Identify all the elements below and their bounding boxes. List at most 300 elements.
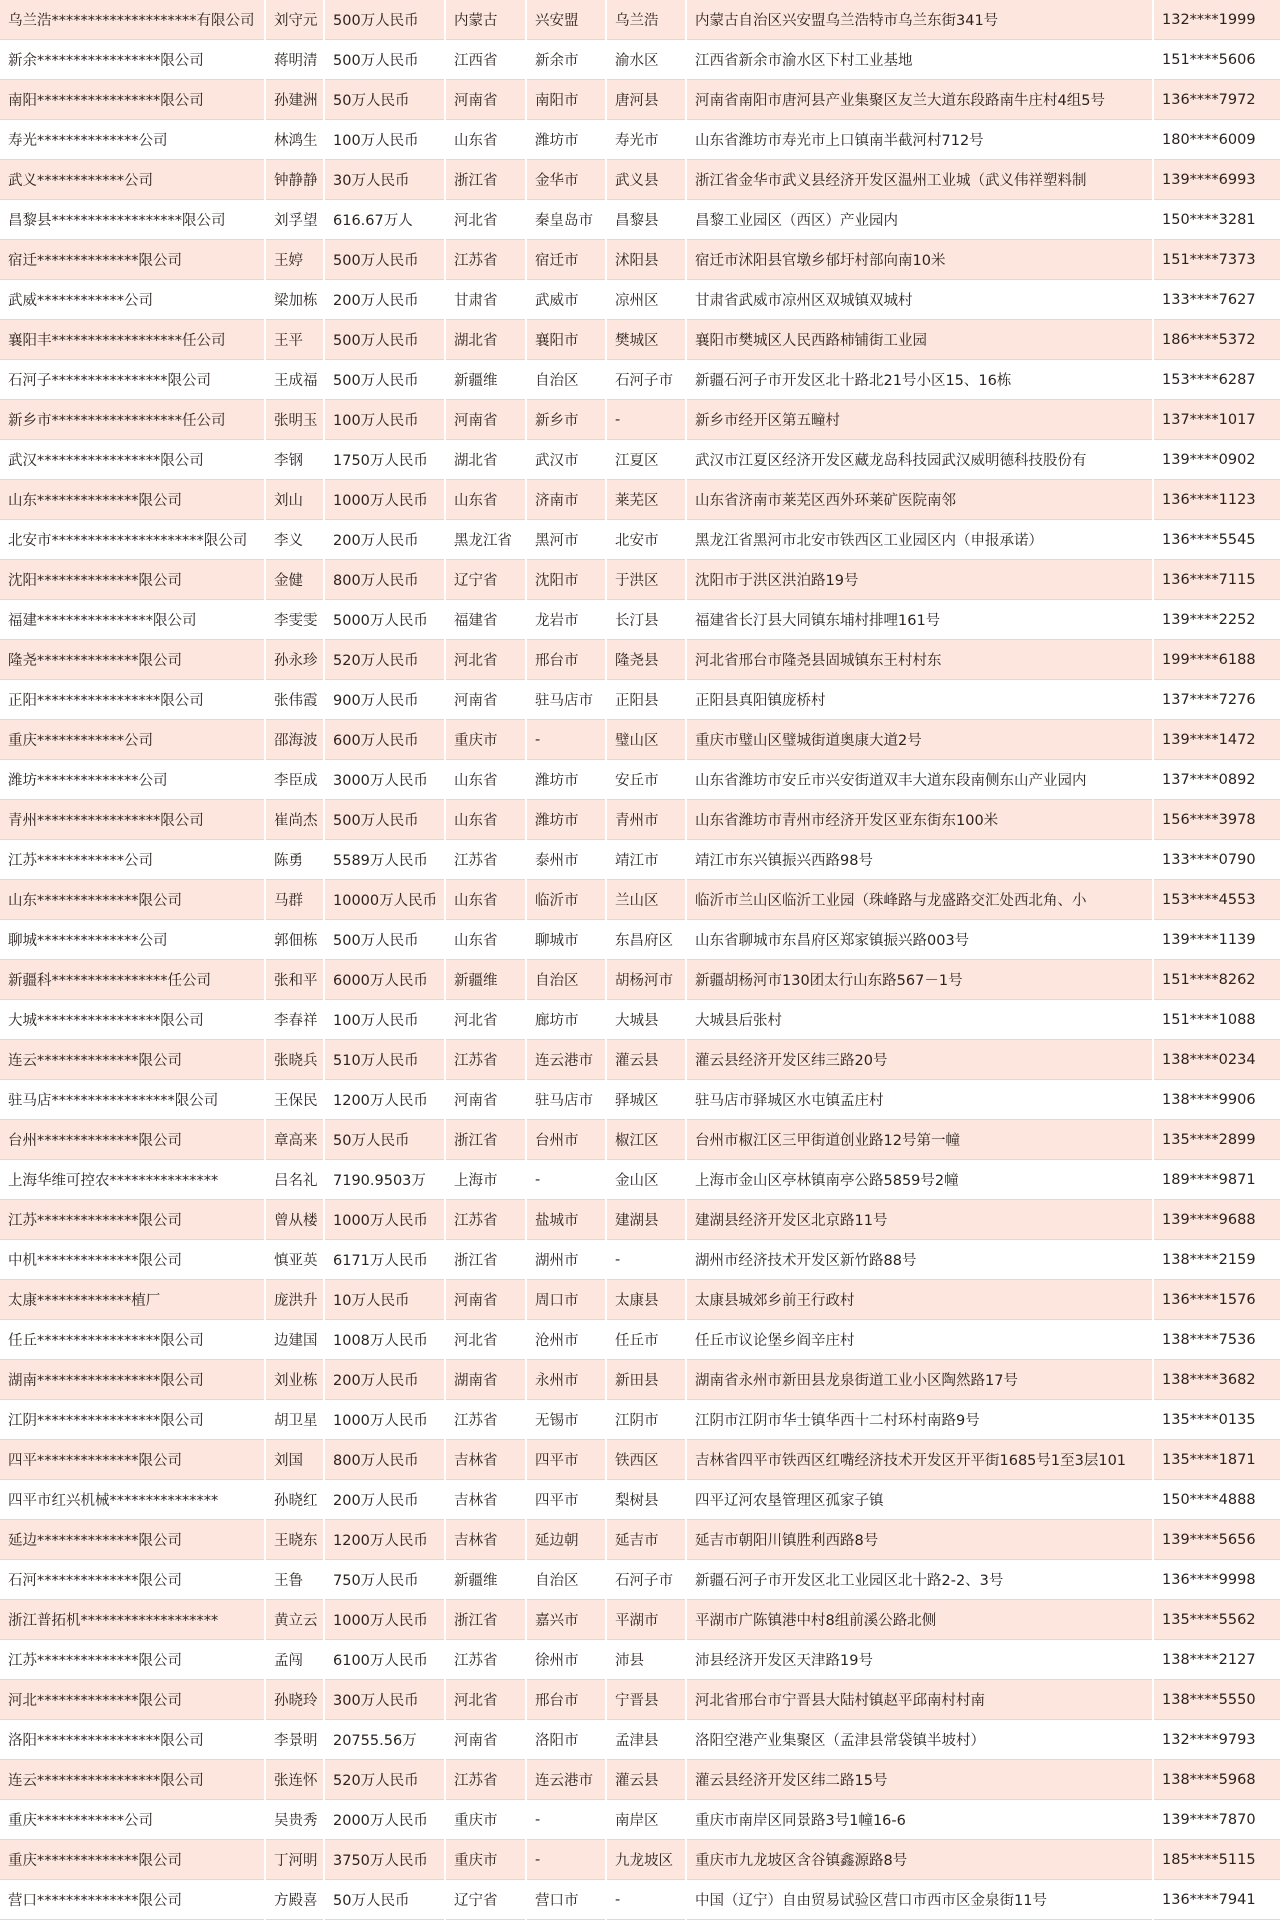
city-cell: 连云港市 xyxy=(526,1040,606,1080)
address-cell: 任丘市议论堡乡阎辛庄村 xyxy=(686,1320,1153,1360)
legal-person-cell: 崔尚杰 xyxy=(265,800,324,840)
registered-capital-cell: 7190.9503万 xyxy=(324,1160,445,1200)
province-cell: 山东省 xyxy=(445,920,526,960)
district-cell: 石河子市 xyxy=(606,360,686,400)
registered-capital-cell: 300万人民币 xyxy=(324,1680,445,1720)
registered-capital-cell: 100万人民币 xyxy=(324,1000,445,1040)
address-cell: 昌黎工业园区（西区）产业园内 xyxy=(686,200,1153,240)
district-cell: 江夏区 xyxy=(606,440,686,480)
registered-capital-cell: 1000万人民币 xyxy=(324,1600,445,1640)
table-row xyxy=(0,440,1280,480)
district-cell: 武义县 xyxy=(606,160,686,200)
province-cell: 吉林省 xyxy=(445,1480,526,1520)
registered-capital-cell: 10000万人民币 xyxy=(324,880,445,920)
company-name-cell: 山东**************限公司 xyxy=(0,480,265,520)
district-cell: 梨树县 xyxy=(606,1480,686,1520)
company-name-cell: 上海华维可控农*************** xyxy=(0,1160,265,1200)
province-cell: 山东省 xyxy=(445,800,526,840)
district-cell: 大城县 xyxy=(606,1000,686,1040)
address-cell: 靖江市东兴镇振兴西路98号 xyxy=(686,840,1153,880)
province-cell: 河北省 xyxy=(445,200,526,240)
phone-cell: 180****6009 xyxy=(1153,120,1280,160)
district-cell: 沛县 xyxy=(606,1640,686,1680)
province-cell: 河南省 xyxy=(445,1280,526,1320)
province-cell: 山东省 xyxy=(445,760,526,800)
phone-cell: 138****9906 xyxy=(1153,1080,1280,1120)
company-name-cell: 洛阳*****************限公司 xyxy=(0,1720,265,1760)
address-cell: 山东省济南市莱芜区西外环莱矿医院南邻 xyxy=(686,480,1153,520)
registered-capital-cell: 20755.56万 xyxy=(324,1720,445,1760)
registered-capital-cell: 520万人民币 xyxy=(324,1760,445,1800)
registered-capital-cell: 200万人民币 xyxy=(324,1480,445,1520)
city-cell: 永州市 xyxy=(526,1360,606,1400)
company-name-cell: 青州*****************限公司 xyxy=(0,800,265,840)
address-cell: 吉林省四平市铁西区红嘴经济技术开发区开平街1685号1至3层101 xyxy=(686,1440,1153,1480)
table-row xyxy=(0,1560,1280,1600)
legal-person-cell: 王保民 xyxy=(265,1080,324,1120)
table-row xyxy=(0,480,1280,520)
district-cell: 东昌府区 xyxy=(606,920,686,960)
company-name-cell: 聊城**************公司 xyxy=(0,920,265,960)
phone-cell: 135****2899 xyxy=(1153,1120,1280,1160)
province-cell: 浙江省 xyxy=(445,1120,526,1160)
table-row xyxy=(0,680,1280,720)
district-cell: 铁西区 xyxy=(606,1440,686,1480)
registered-capital-cell: 50万人民币 xyxy=(324,80,445,120)
phone-cell: 138****7536 xyxy=(1153,1320,1280,1360)
district-cell: 长汀县 xyxy=(606,600,686,640)
phone-cell: 153****6287 xyxy=(1153,360,1280,400)
registered-capital-cell: 800万人民币 xyxy=(324,560,445,600)
phone-cell: 138****0234 xyxy=(1153,1040,1280,1080)
company-name-cell: 宿迁**************限公司 xyxy=(0,240,265,280)
company-name-cell: 营口**************限公司 xyxy=(0,1880,265,1920)
city-cell: 武汉市 xyxy=(526,440,606,480)
legal-person-cell: 李义 xyxy=(265,520,324,560)
district-cell: 青州市 xyxy=(606,800,686,840)
district-cell: 灌云县 xyxy=(606,1040,686,1080)
district-cell: 寿光市 xyxy=(606,120,686,160)
legal-person-cell: 边建国 xyxy=(265,1320,324,1360)
city-cell: 秦皇岛市 xyxy=(526,200,606,240)
legal-person-cell: 张明玉 xyxy=(265,400,324,440)
city-cell: 金华市 xyxy=(526,160,606,200)
address-cell: 山东省潍坊市安丘市兴安街道双丰大道东段南侧东山产业园内 xyxy=(686,760,1153,800)
legal-person-cell: 张晓兵 xyxy=(265,1040,324,1080)
district-cell: 石河子市 xyxy=(606,1560,686,1600)
table-row xyxy=(0,1800,1280,1840)
table-row xyxy=(0,320,1280,360)
address-cell: 建湖县经济开发区北京路11号 xyxy=(686,1200,1153,1240)
phone-cell: 139****5656 xyxy=(1153,1520,1280,1560)
province-cell: 河南省 xyxy=(445,80,526,120)
district-cell: 樊城区 xyxy=(606,320,686,360)
city-cell: - xyxy=(526,720,606,760)
address-cell: 新疆石河子市开发区北工业园区北十路2-2、3号 xyxy=(686,1560,1153,1600)
phone-cell: 151****7373 xyxy=(1153,240,1280,280)
company-name-cell: 石河**************限公司 xyxy=(0,1560,265,1600)
city-cell: 驻马店市 xyxy=(526,1080,606,1120)
registered-capital-cell: 2000万人民币 xyxy=(324,1800,445,1840)
district-cell: 正阳县 xyxy=(606,680,686,720)
legal-person-cell: 王晓东 xyxy=(265,1520,324,1560)
province-cell: 湖南省 xyxy=(445,1360,526,1400)
city-cell: 四平市 xyxy=(526,1440,606,1480)
address-cell: 山东省潍坊市寿光市上口镇南半截河村712号 xyxy=(686,120,1153,160)
table-row xyxy=(0,240,1280,280)
province-cell: 甘肃省 xyxy=(445,280,526,320)
table-row xyxy=(0,1600,1280,1640)
table-row xyxy=(0,1200,1280,1240)
table-row xyxy=(0,920,1280,960)
province-cell: 辽宁省 xyxy=(445,560,526,600)
registered-capital-cell: 750万人民币 xyxy=(324,1560,445,1600)
table-row xyxy=(0,1760,1280,1800)
address-cell: 四平辽河农垦管理区孤家子镇 xyxy=(686,1480,1153,1520)
phone-cell: 151****5606 xyxy=(1153,40,1280,80)
province-cell: 河北省 xyxy=(445,640,526,680)
district-cell: 椒江区 xyxy=(606,1120,686,1160)
phone-cell: 139****0902 xyxy=(1153,440,1280,480)
company-name-cell: 武义************公司 xyxy=(0,160,265,200)
city-cell: 自治区 xyxy=(526,960,606,1000)
company-name-cell: 大城*****************限公司 xyxy=(0,1000,265,1040)
table-row xyxy=(0,720,1280,760)
district-cell: 凉州区 xyxy=(606,280,686,320)
registered-capital-cell: 200万人民币 xyxy=(324,1360,445,1400)
registered-capital-cell: 5000万人民币 xyxy=(324,600,445,640)
city-cell: 廊坊市 xyxy=(526,1000,606,1040)
address-cell: 新疆胡杨河市130团太行山东路567－1号 xyxy=(686,960,1153,1000)
registered-capital-cell: 200万人民币 xyxy=(324,280,445,320)
province-cell: 上海市 xyxy=(445,1160,526,1200)
province-cell: 河北省 xyxy=(445,1320,526,1360)
registered-capital-cell: 30万人民币 xyxy=(324,160,445,200)
legal-person-cell: 马群 xyxy=(265,880,324,920)
city-cell: 驻马店市 xyxy=(526,680,606,720)
province-cell: 湖北省 xyxy=(445,440,526,480)
table-row xyxy=(0,1640,1280,1680)
city-cell: 无锡市 xyxy=(526,1400,606,1440)
address-cell: 临沂市兰山区临沂工业园（珠峰路与龙盛路交汇处西北角、小 xyxy=(686,880,1153,920)
address-cell: 正阳县真阳镇庞桥村 xyxy=(686,680,1153,720)
address-cell: 甘肃省武威市凉州区双城镇双城村 xyxy=(686,280,1153,320)
province-cell: 浙江省 xyxy=(445,1600,526,1640)
phone-cell: 132****1999 xyxy=(1153,0,1280,40)
province-cell: 江西省 xyxy=(445,40,526,80)
phone-cell: 138****2159 xyxy=(1153,1240,1280,1280)
city-cell: 南阳市 xyxy=(526,80,606,120)
city-cell: 宿迁市 xyxy=(526,240,606,280)
table-row xyxy=(0,880,1280,920)
address-cell: 新乡市经开区第五疃村 xyxy=(686,400,1153,440)
district-cell: 兰山区 xyxy=(606,880,686,920)
legal-person-cell: 李臣成 xyxy=(265,760,324,800)
legal-person-cell: 刘山 xyxy=(265,480,324,520)
address-cell: 重庆市南岸区同景路3号1幢16-6 xyxy=(686,1800,1153,1840)
district-cell: 江阴市 xyxy=(606,1400,686,1440)
city-cell: 潍坊市 xyxy=(526,760,606,800)
table-row xyxy=(0,760,1280,800)
province-cell: 山东省 xyxy=(445,480,526,520)
table-row xyxy=(0,1480,1280,1520)
table-row xyxy=(0,400,1280,440)
phone-cell: 150****4888 xyxy=(1153,1480,1280,1520)
district-cell: 昌黎县 xyxy=(606,200,686,240)
phone-cell: 139****6993 xyxy=(1153,160,1280,200)
company-name-cell: 新疆科****************任公司 xyxy=(0,960,265,1000)
phone-cell: 156****3978 xyxy=(1153,800,1280,840)
company-name-cell: 新乡市******************任公司 xyxy=(0,400,265,440)
legal-person-cell: 慎亚英 xyxy=(265,1240,324,1280)
city-cell: 徐州市 xyxy=(526,1640,606,1680)
registered-capital-cell: 3000万人民币 xyxy=(324,760,445,800)
district-cell: 安丘市 xyxy=(606,760,686,800)
legal-person-cell: 金健 xyxy=(265,560,324,600)
company-name-cell: 昌黎县******************限公司 xyxy=(0,200,265,240)
registered-capital-cell: 6000万人民币 xyxy=(324,960,445,1000)
phone-cell: 135****5562 xyxy=(1153,1600,1280,1640)
district-cell: 太康县 xyxy=(606,1280,686,1320)
address-cell: 重庆市璧山区璧城街道奥康大道2号 xyxy=(686,720,1153,760)
district-cell: 渝水区 xyxy=(606,40,686,80)
phone-cell: 138****5550 xyxy=(1153,1680,1280,1720)
address-cell: 大城县后张村 xyxy=(686,1000,1153,1040)
table-row xyxy=(0,1880,1280,1920)
table-row xyxy=(0,1720,1280,1760)
city-cell: 潍坊市 xyxy=(526,800,606,840)
address-cell: 沛县经济开发区天津路19号 xyxy=(686,1640,1153,1680)
legal-person-cell: 黄立云 xyxy=(265,1600,324,1640)
registered-capital-cell: 520万人民币 xyxy=(324,640,445,680)
company-name-cell: 武威************公司 xyxy=(0,280,265,320)
address-cell: 湖南省永州市新田县龙泉街道工业小区陶然路17号 xyxy=(686,1360,1153,1400)
province-cell: 河南省 xyxy=(445,1080,526,1120)
table-row xyxy=(0,1360,1280,1400)
district-cell: 莱芜区 xyxy=(606,480,686,520)
city-cell: - xyxy=(526,1840,606,1880)
company-name-cell: 山东**************限公司 xyxy=(0,880,265,920)
city-cell: 邢台市 xyxy=(526,1680,606,1720)
province-cell: 重庆市 xyxy=(445,720,526,760)
city-cell: 潍坊市 xyxy=(526,120,606,160)
table-row xyxy=(0,200,1280,240)
company-name-cell: 连云*****************限公司 xyxy=(0,1760,265,1800)
province-cell: 山东省 xyxy=(445,120,526,160)
province-cell: 河北省 xyxy=(445,1680,526,1720)
phone-cell: 151****8262 xyxy=(1153,960,1280,1000)
legal-person-cell: 刘业栋 xyxy=(265,1360,324,1400)
province-cell: 江苏省 xyxy=(445,840,526,880)
legal-person-cell: 孙永珍 xyxy=(265,640,324,680)
province-cell: 重庆市 xyxy=(445,1800,526,1840)
phone-cell: 139****1139 xyxy=(1153,920,1280,960)
address-cell: 江阴市江阴市华士镇华西十二村环村南路9号 xyxy=(686,1400,1153,1440)
legal-person-cell: 刘孚望 xyxy=(265,200,324,240)
phone-cell: 186****5372 xyxy=(1153,320,1280,360)
table-row xyxy=(0,800,1280,840)
company-name-cell: 石河子****************限公司 xyxy=(0,360,265,400)
address-cell: 上海市金山区亭林镇南亭公路5859号2幢 xyxy=(686,1160,1153,1200)
city-cell: 连云港市 xyxy=(526,1760,606,1800)
phone-cell: 132****9793 xyxy=(1153,1720,1280,1760)
city-cell: 四平市 xyxy=(526,1480,606,1520)
company-name-cell: 福建****************限公司 xyxy=(0,600,265,640)
legal-person-cell: 张和平 xyxy=(265,960,324,1000)
company-name-cell: 四平市红兴机械*************** xyxy=(0,1480,265,1520)
province-cell: 江苏省 xyxy=(445,1040,526,1080)
legal-person-cell: 章高来 xyxy=(265,1120,324,1160)
province-cell: 江苏省 xyxy=(445,1760,526,1800)
legal-person-cell: 王平 xyxy=(265,320,324,360)
table-row xyxy=(0,840,1280,880)
company-name-cell: 重庆**************限公司 xyxy=(0,1840,265,1880)
address-cell: 沈阳市于洪区洪泊路19号 xyxy=(686,560,1153,600)
city-cell: 沈阳市 xyxy=(526,560,606,600)
company-name-cell: 驻马店*****************限公司 xyxy=(0,1080,265,1120)
phone-cell: 139****1472 xyxy=(1153,720,1280,760)
legal-person-cell: 林鸿生 xyxy=(265,120,324,160)
company-name-cell: 乌兰浩********************有限公司 xyxy=(0,0,265,40)
table-row xyxy=(0,1120,1280,1160)
table-row xyxy=(0,1280,1280,1320)
legal-person-cell: 陈勇 xyxy=(265,840,324,880)
district-cell: 驿城区 xyxy=(606,1080,686,1120)
table-row xyxy=(0,1440,1280,1480)
province-cell: 河南省 xyxy=(445,400,526,440)
registered-capital-cell: 500万人民币 xyxy=(324,240,445,280)
city-cell: 湖州市 xyxy=(526,1240,606,1280)
province-cell: 内蒙古 xyxy=(445,0,526,40)
address-cell: 驻马店市驿城区水屯镇孟庄村 xyxy=(686,1080,1153,1120)
legal-person-cell: 郭佃栋 xyxy=(265,920,324,960)
company-name-cell: 江阴*****************限公司 xyxy=(0,1400,265,1440)
city-cell: 泰州市 xyxy=(526,840,606,880)
district-cell: 延吉市 xyxy=(606,1520,686,1560)
city-cell: 邢台市 xyxy=(526,640,606,680)
province-cell: 江苏省 xyxy=(445,1200,526,1240)
company-name-cell: 延边**************限公司 xyxy=(0,1520,265,1560)
company-name-cell: 武汉*****************限公司 xyxy=(0,440,265,480)
address-cell: 江西省新余市渝水区下村工业基地 xyxy=(686,40,1153,80)
district-cell: 平湖市 xyxy=(606,1600,686,1640)
city-cell: 兴安盟 xyxy=(526,0,606,40)
phone-cell: 137****7276 xyxy=(1153,680,1280,720)
province-cell: 江苏省 xyxy=(445,1400,526,1440)
registered-capital-cell: 6100万人民币 xyxy=(324,1640,445,1680)
legal-person-cell: 蒋明清 xyxy=(265,40,324,80)
city-cell: 嘉兴市 xyxy=(526,1600,606,1640)
address-cell: 河南省南阳市唐河县产业集聚区友兰大道东段路南牛庄村4组5号 xyxy=(686,80,1153,120)
registered-capital-cell: 1200万人民币 xyxy=(324,1080,445,1120)
city-cell: 龙岩市 xyxy=(526,600,606,640)
phone-cell: 136****7972 xyxy=(1153,80,1280,120)
legal-person-cell: 梁加栋 xyxy=(265,280,324,320)
district-cell: 胡杨河市 xyxy=(606,960,686,1000)
company-name-cell: 中机**************限公司 xyxy=(0,1240,265,1280)
address-cell: 宿迁市沭阳县官墩乡郁圩村部向南10米 xyxy=(686,240,1153,280)
phone-cell: 136****1576 xyxy=(1153,1280,1280,1320)
company-name-cell: 重庆************公司 xyxy=(0,1800,265,1840)
city-cell: 延边朝 xyxy=(526,1520,606,1560)
company-name-cell: 江苏**************限公司 xyxy=(0,1200,265,1240)
district-cell: 北安市 xyxy=(606,520,686,560)
province-cell: 浙江省 xyxy=(445,160,526,200)
table-row xyxy=(0,1040,1280,1080)
city-cell: 洛阳市 xyxy=(526,1720,606,1760)
legal-person-cell: 方殿喜 xyxy=(265,1880,324,1920)
phone-cell: 138****2127 xyxy=(1153,1640,1280,1680)
province-cell: 吉林省 xyxy=(445,1440,526,1480)
table-row xyxy=(0,640,1280,680)
phone-cell: 136****9998 xyxy=(1153,1560,1280,1600)
city-cell: - xyxy=(526,1160,606,1200)
company-name-cell: 沈阳**************限公司 xyxy=(0,560,265,600)
company-name-cell: 襄阳丰******************任公司 xyxy=(0,320,265,360)
registered-capital-cell: 1200万人民币 xyxy=(324,1520,445,1560)
registered-capital-cell: 50万人民币 xyxy=(324,1880,445,1920)
registered-capital-cell: 1000万人民币 xyxy=(324,480,445,520)
registered-capital-cell: 1008万人民币 xyxy=(324,1320,445,1360)
province-cell: 河北省 xyxy=(445,1000,526,1040)
table-row xyxy=(0,1160,1280,1200)
registered-capital-cell: 3750万人民币 xyxy=(324,1840,445,1880)
district-cell: 金山区 xyxy=(606,1160,686,1200)
address-cell: 福建省长汀县大同镇东埔村排哩161号 xyxy=(686,600,1153,640)
address-cell: 河北省邢台市隆尧县固城镇东王村村东 xyxy=(686,640,1153,680)
legal-person-cell: 孙晓玲 xyxy=(265,1680,324,1720)
phone-cell: 139****7870 xyxy=(1153,1800,1280,1840)
address-cell: 洛阳空港产业集聚区（孟津县常袋镇半坡村） xyxy=(686,1720,1153,1760)
phone-cell: 185****5115 xyxy=(1153,1840,1280,1880)
district-cell: 璧山区 xyxy=(606,720,686,760)
registered-capital-cell: 500万人民币 xyxy=(324,920,445,960)
province-cell: 山东省 xyxy=(445,880,526,920)
phone-cell: 153****4553 xyxy=(1153,880,1280,920)
registered-capital-cell: 500万人民币 xyxy=(324,320,445,360)
registered-capital-cell: 10万人民币 xyxy=(324,1280,445,1320)
city-cell: 台州市 xyxy=(526,1120,606,1160)
registered-capital-cell: 510万人民币 xyxy=(324,1040,445,1080)
district-cell: 靖江市 xyxy=(606,840,686,880)
registered-capital-cell: 616.67万人 xyxy=(324,200,445,240)
city-cell: 聊城市 xyxy=(526,920,606,960)
phone-cell: 139****9688 xyxy=(1153,1200,1280,1240)
legal-person-cell: 庞洪升 xyxy=(265,1280,324,1320)
legal-person-cell: 王鲁 xyxy=(265,1560,324,1600)
district-cell: 唐河县 xyxy=(606,80,686,120)
company-name-cell: 正阳*****************限公司 xyxy=(0,680,265,720)
city-cell: 临沂市 xyxy=(526,880,606,920)
registered-capital-cell: 100万人民币 xyxy=(324,120,445,160)
table-row xyxy=(0,80,1280,120)
legal-person-cell: 吴贵秀 xyxy=(265,1800,324,1840)
legal-person-cell: 丁河明 xyxy=(265,1840,324,1880)
address-cell: 平湖市广陈镇港中村8组前溪公路北侧 xyxy=(686,1600,1153,1640)
address-cell: 中国（辽宁）自由贸易试验区营口市西市区金泉街11号 xyxy=(686,1880,1153,1920)
legal-person-cell: 刘守元 xyxy=(265,0,324,40)
legal-person-cell: 王成福 xyxy=(265,360,324,400)
registered-capital-cell: 1750万人民币 xyxy=(324,440,445,480)
city-cell: - xyxy=(526,1800,606,1840)
company-name-cell: 浙江普拓机******************* xyxy=(0,1600,265,1640)
registered-capital-cell: 900万人民币 xyxy=(324,680,445,720)
phone-cell: 138****5968 xyxy=(1153,1760,1280,1800)
legal-person-cell: 孙晓红 xyxy=(265,1480,324,1520)
district-cell: - xyxy=(606,1240,686,1280)
legal-person-cell: 张连怀 xyxy=(265,1760,324,1800)
address-cell: 灌云县经济开发区纬二路15号 xyxy=(686,1760,1153,1800)
